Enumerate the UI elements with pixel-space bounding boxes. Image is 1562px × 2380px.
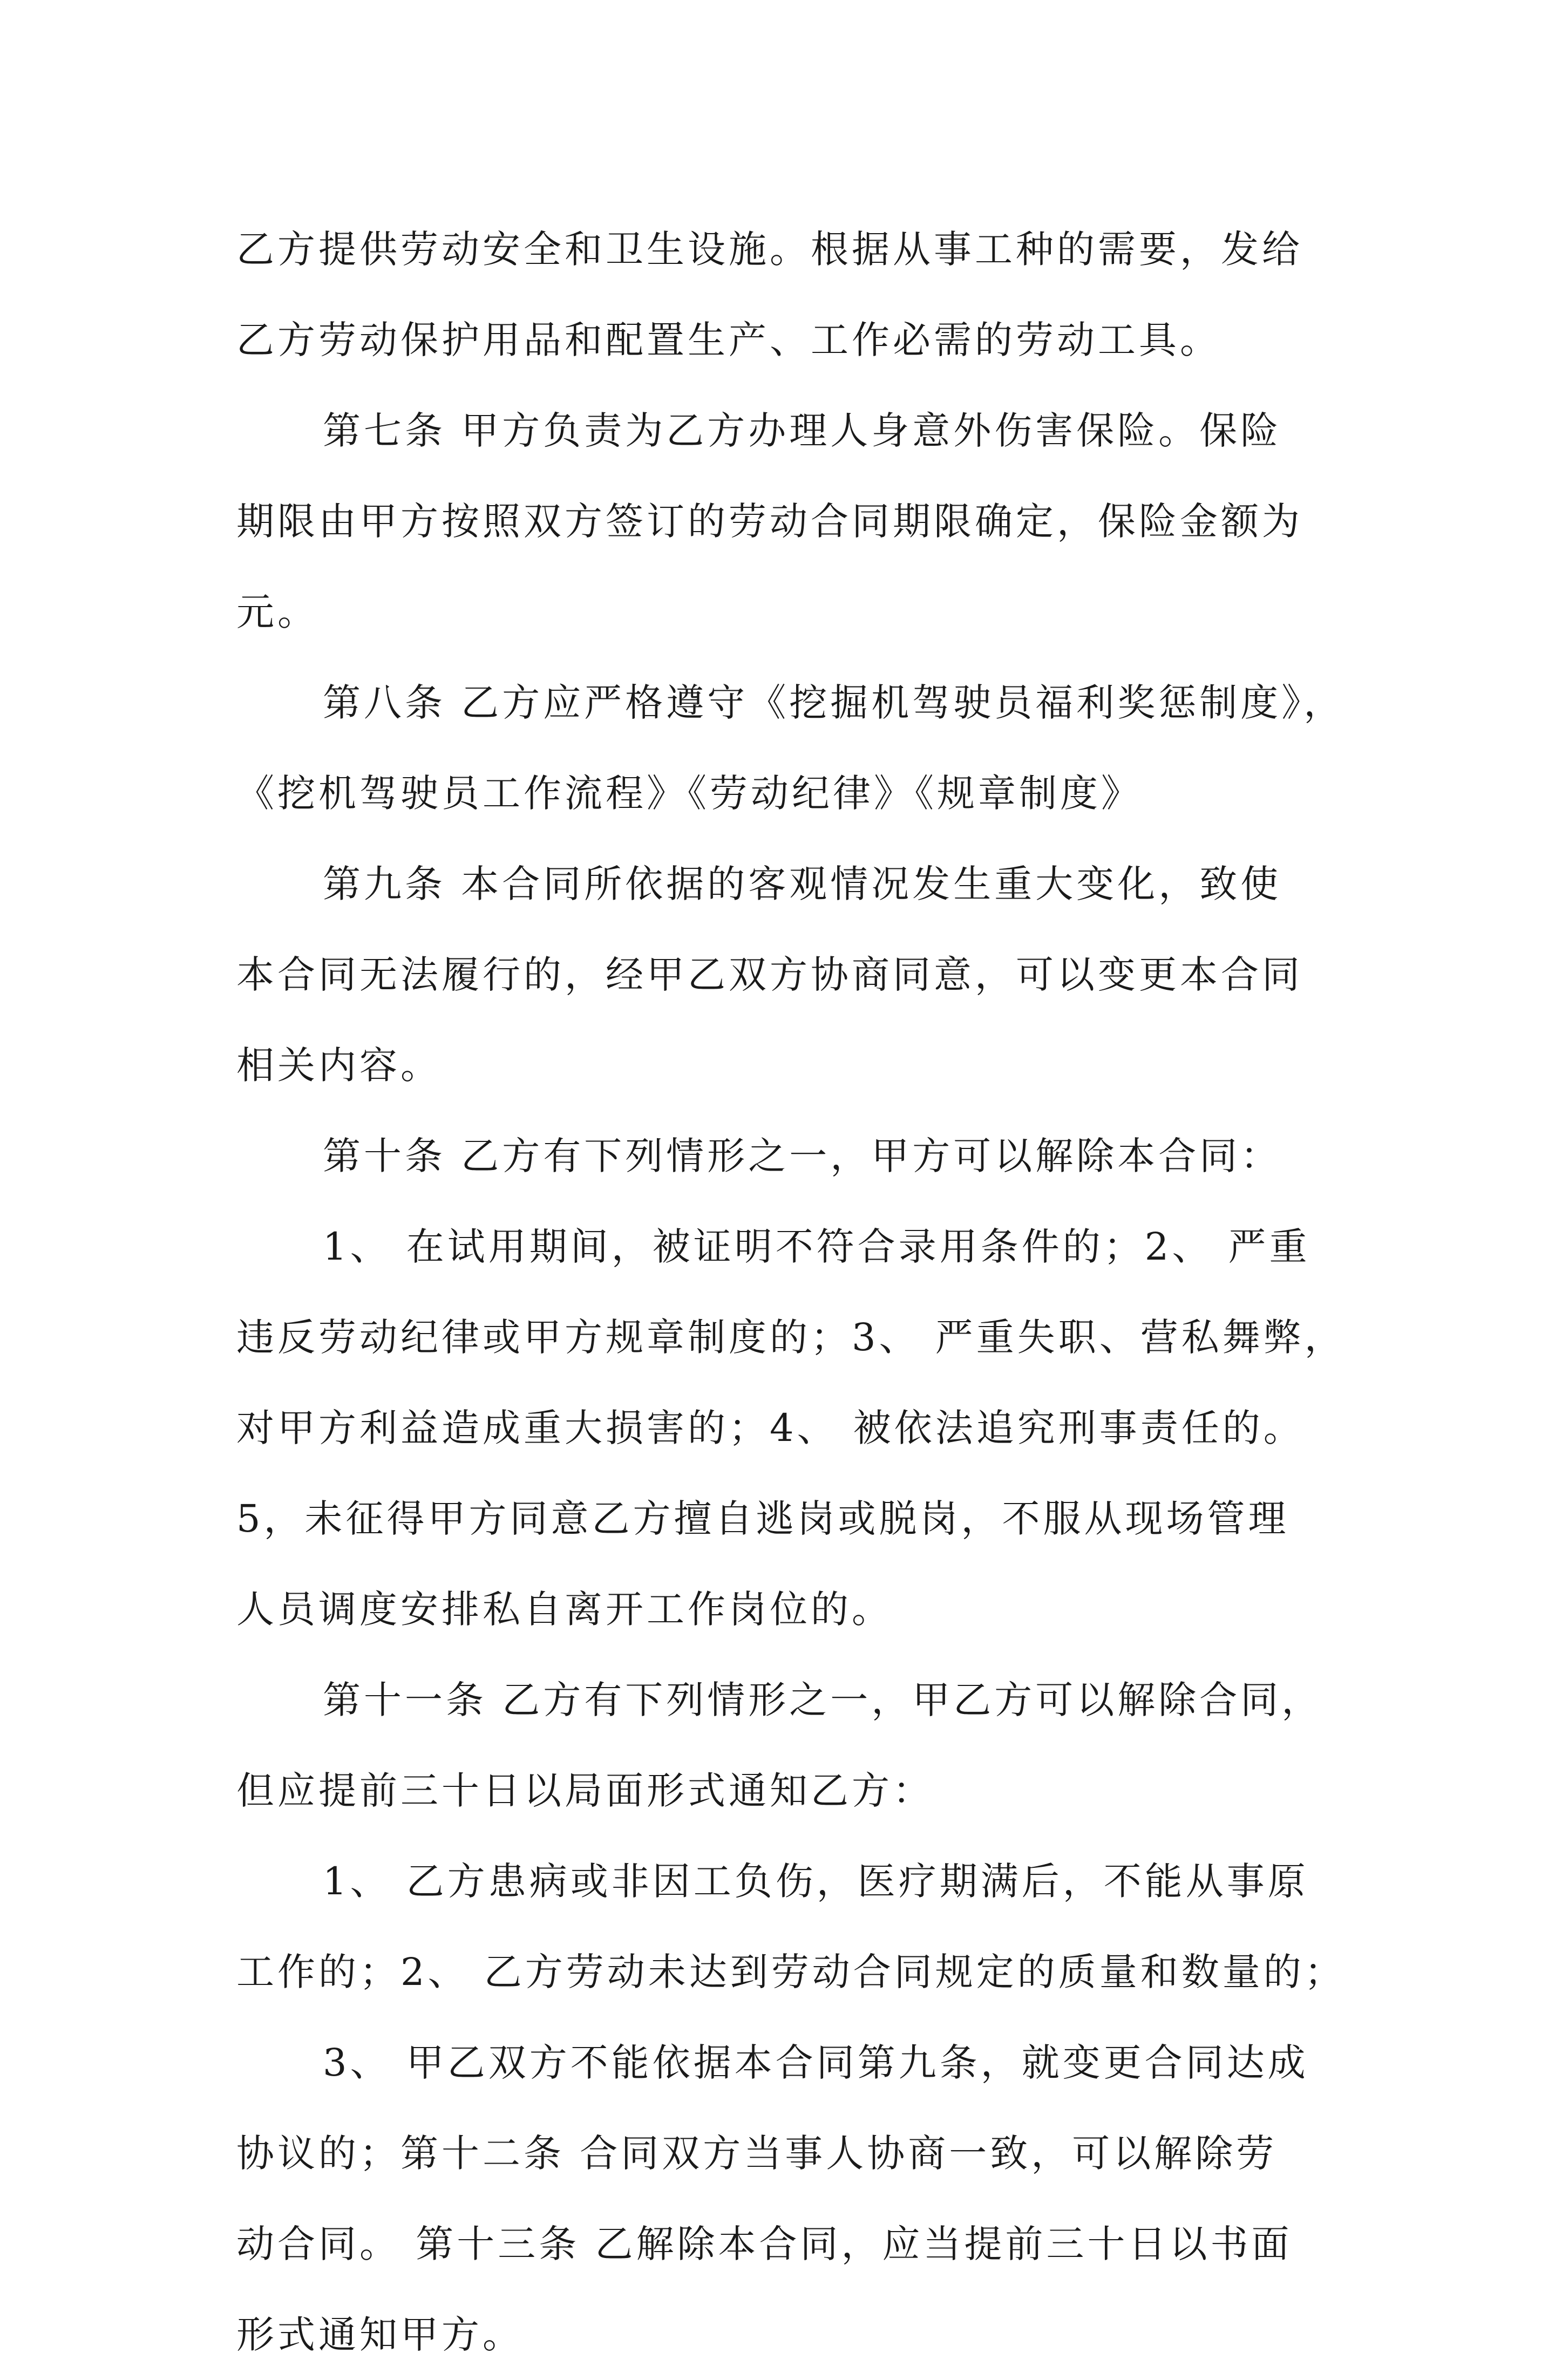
text-line: 第十条 乙方有下列情形之一，甲方可以解除本合同： — [323, 1134, 1282, 1178]
text-line: 本合同无法履行的，经甲乙双方协商同意，可以变更本合同 — [236, 953, 1303, 997]
text-line: 人员调度安排私自离开工作岗位的。 — [236, 1587, 893, 1631]
text-line: 乙方提供劳动安全和卫生设施。根据从事工种的需要，发给 — [236, 227, 1303, 271]
text-line: 对甲方利益造成重大损害的；4、 被依法追究刑事责任的。 — [236, 1406, 1305, 1450]
text-line: 元。 — [236, 590, 318, 634]
text-line: 第九条 本合同所依据的客观情况发生重大变化，致使 — [323, 862, 1282, 906]
text-line: 第十一条 乙方有下列情形之一，甲乙方可以解除合同， — [323, 1678, 1323, 1722]
text-line: 工作的；2、 乙方劳动未达到劳动合同规定的质量和数量的； — [236, 1950, 1346, 1994]
text-line: 1、 在试用期间，被证明不符合录用条件的；2、 严重 — [323, 1225, 1310, 1269]
text-line: 第八条 乙方应严格遵守《挖掘机驾驶员福利奖惩制度》， — [323, 681, 1345, 725]
text-line: 5，未征得甲方同意乙方擅自逃岗或脱岗，不服从现场管理 — [236, 1497, 1289, 1541]
text-line: 形式通知甲方。 — [236, 2313, 524, 2357]
document-body — [236, 204, 1386, 2380]
text-line: 违反劳动纪律或甲方规章制度的；3、 严重失职、营私舞弊， — [236, 1315, 1346, 1359]
text-line: 1、 乙方患病或非因工负伤，医疗期满后，不能从事原 — [323, 1859, 1309, 1903]
text-line: 动合同。 第十三条 乙解除本合同，应当提前三十日以书面 — [236, 2222, 1293, 2266]
text-line: 但应提前三十日以局面形式通知乙方： — [236, 1769, 934, 1813]
text-line: 乙方劳动保护用品和配置生产、工作必需的劳动工具。 — [236, 318, 1221, 362]
text-line: 相关内容。 — [236, 1043, 442, 1087]
text-line: 第七条 甲方负责为乙方办理人身意外伤害保险。保险 — [323, 409, 1282, 453]
text-line: 协议的；第十二条 合同双方当事人协商一致，可以解除劳 — [236, 2131, 1278, 2175]
text-line: 期限由甲方按照双方签订的劳动合同期限确定，保险金额为 — [236, 499, 1303, 543]
text-line: 3、 甲乙双方不能依据本合同第九条，就变更合同达成 — [323, 2041, 1309, 2085]
text-line: 《挖机驾驶员工作流程》《劳动纪律》《规章制度》 — [236, 771, 1142, 815]
